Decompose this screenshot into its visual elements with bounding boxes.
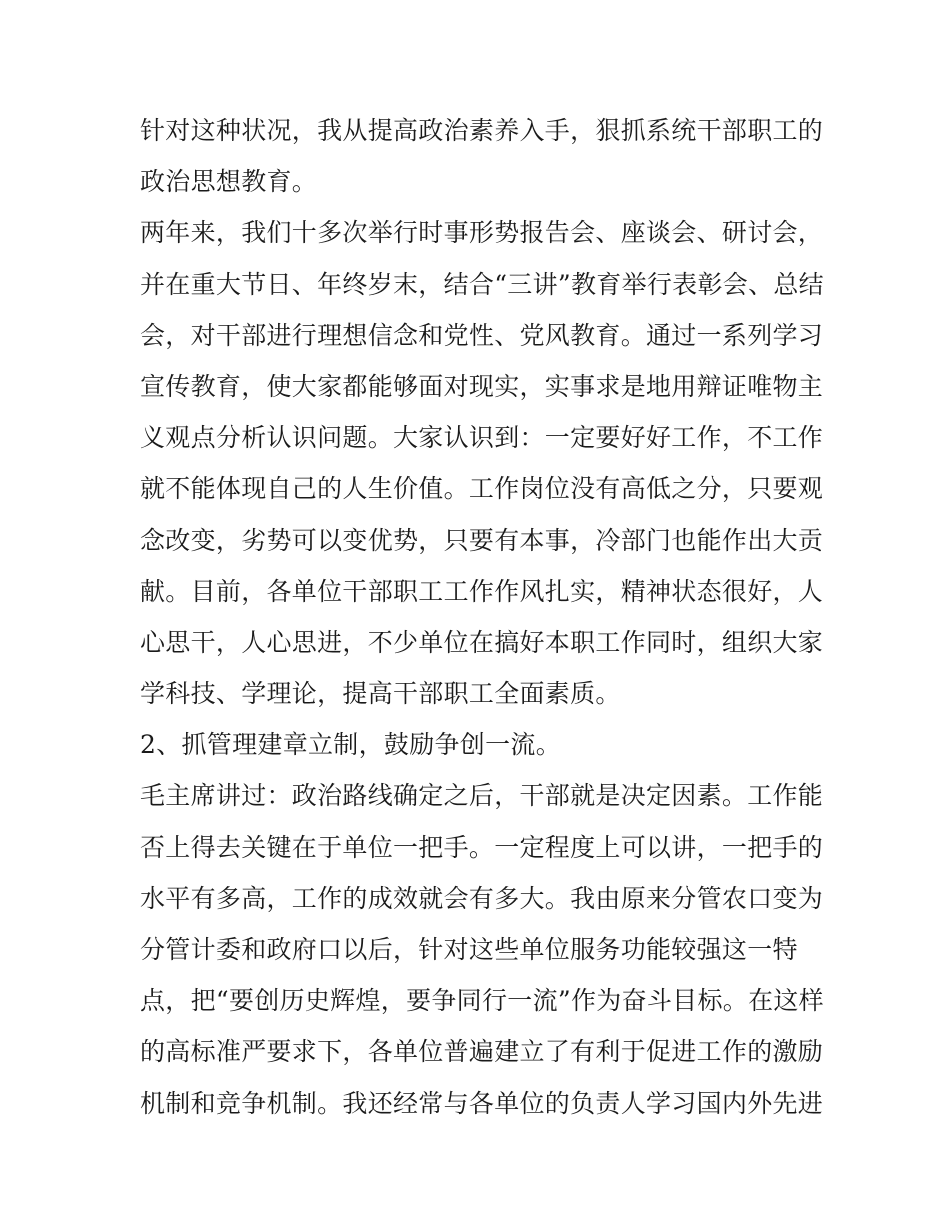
text-line: 义观点分析认识问题。大家认识到：一定要好好工作，不工作 xyxy=(140,423,824,453)
document-body xyxy=(140,105,840,1129)
text-line: 点，把“要创历史辉煌，要争同行一流”作为奋斗目标。在这样 xyxy=(140,986,824,1016)
text-line: 的高标准严要求下，各单位普遍建立了有利于促进工作的激励 xyxy=(140,1037,824,1067)
text-line: 分管计委和政府口以后，针对这些单位服务功能较强这一特 xyxy=(140,935,798,964)
text-line: 并在重大节日、年终岁末，结合“三讲”教育举行表彰会、总结 xyxy=(140,269,824,299)
text-line: 就不能体现自己的人生价值。工作岗位没有高低之分，只要观 xyxy=(140,474,824,504)
text-line: 机制和竞争机制。我还经常与各单位的负责人学习国内外先进 xyxy=(140,1088,824,1118)
text-line: 两年来，我们十多次举行时事形势报告会、座谈会、研讨会， xyxy=(140,218,824,248)
text-line: 会，对干部进行理想信念和党性、党风教育。通过一系列学习 xyxy=(140,320,824,350)
text-line: 宣传教育，使大家都能够面对现实，实事求是地用辩证唯物主 xyxy=(140,371,824,401)
text-line: 心思干，人心思进，不少单位在搞好本职工作同时，组织大家 xyxy=(140,627,824,657)
text-line: 否上得去关键在于单位一把手。一定程度上可以讲，一把手的 xyxy=(140,832,824,862)
section-heading: 2、抓管理建章立制，鼓励争创一流。 xyxy=(140,730,562,760)
text-line: 念改变，劣势可以变优势，只要有本事，冷部门也能作出大贡 xyxy=(140,525,824,555)
text-line: 针对这种状况，我从提高政治素养入手，狠抓系统干部职工的 xyxy=(140,116,824,145)
text-line: 政治思想教育。 xyxy=(140,167,318,197)
text-line: 献。目前，各单位干部职工工作作风扎实，精神状态很好，人 xyxy=(140,576,824,606)
text-line: 学科技、学理论，提高干部职工全面素质。 xyxy=(140,679,621,709)
text-line: 毛主席讲过：政治路线确定之后，干部就是决定因素。工作能 xyxy=(140,781,824,811)
text-line: 水平有多高，工作的成效就会有多大。我由原来分管农口变为 xyxy=(140,883,824,913)
